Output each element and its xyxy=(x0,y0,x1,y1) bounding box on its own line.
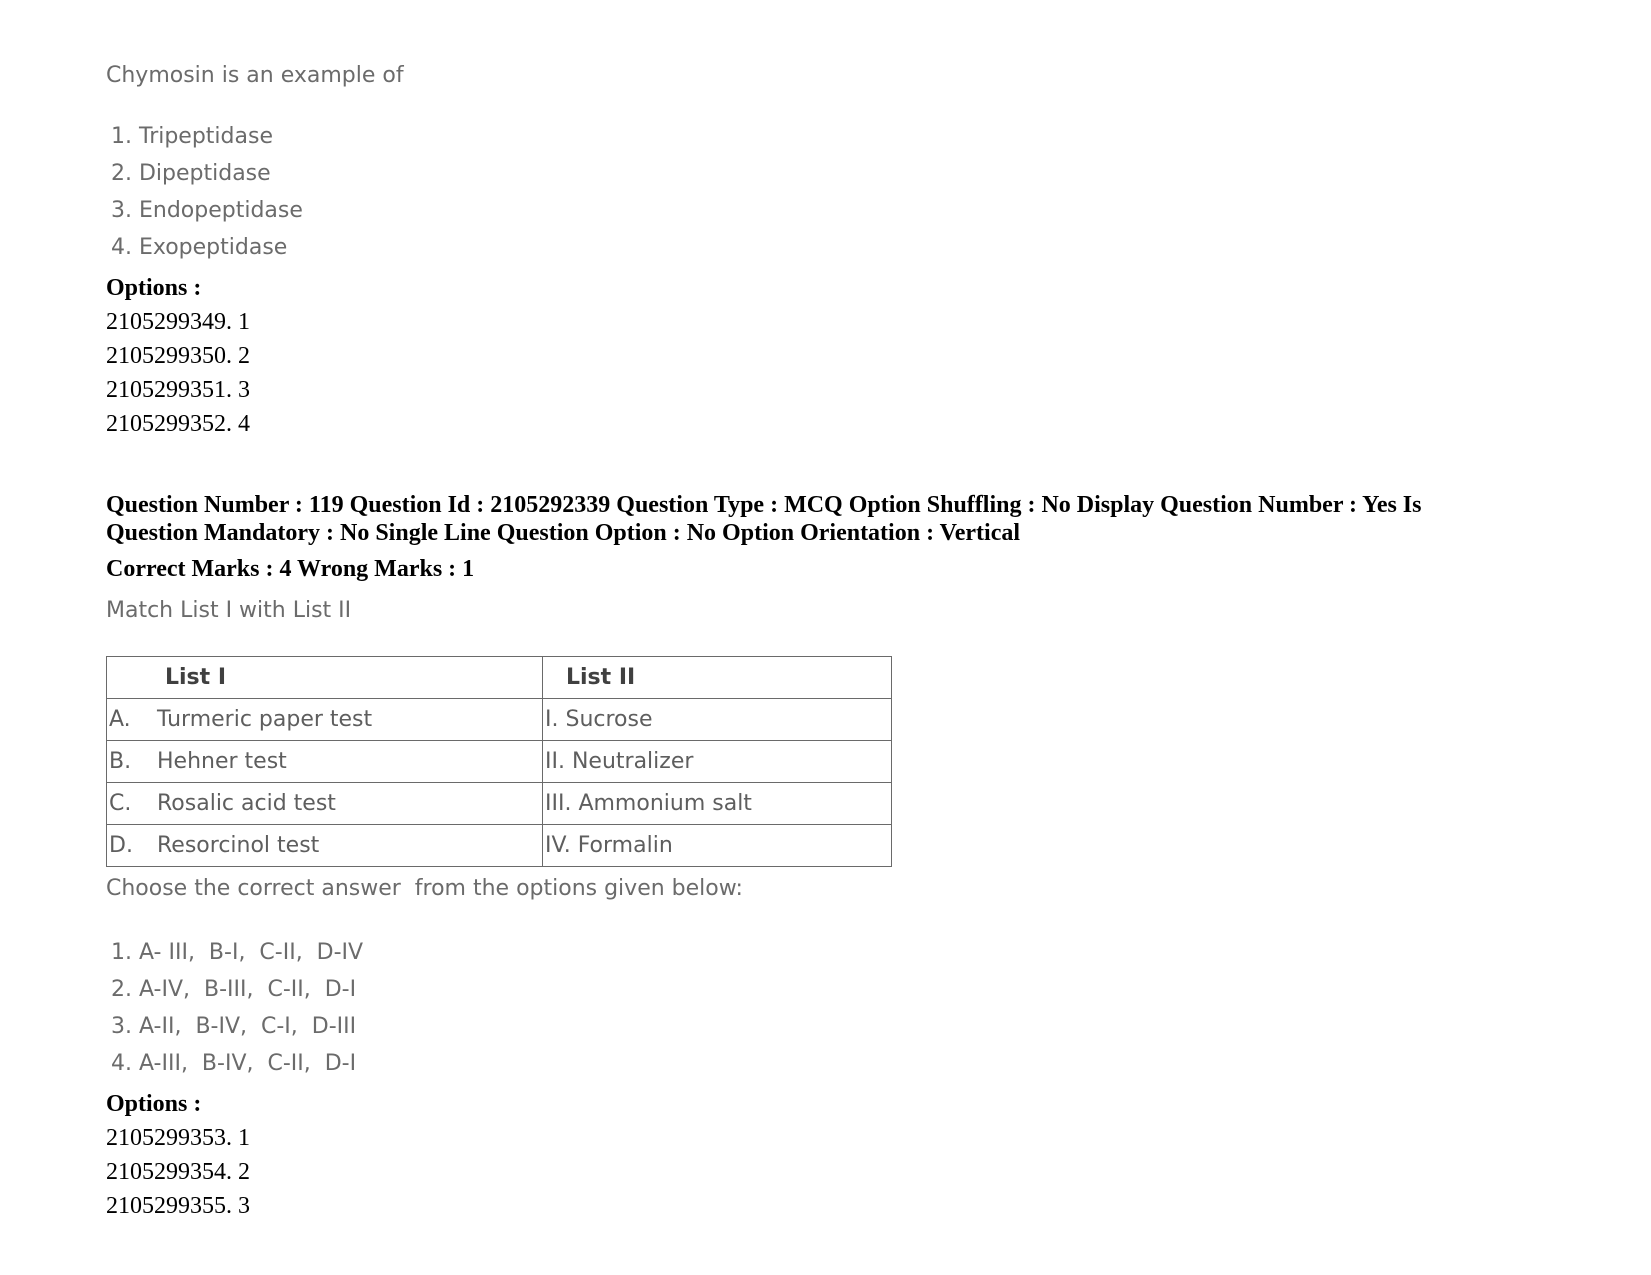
table-cell-match: III. Ammonium salt xyxy=(543,783,892,825)
q2-meta-line1: Question Number : 119 Question Id : 2105292339 Question Type : MCQ Option Shuffling : No Display Question Number : Yes Is xyxy=(106,492,1422,518)
q1-options-label: Options : xyxy=(106,275,202,301)
q1-option-4: 2105299352. 4 xyxy=(106,411,250,437)
q2-instruction: Choose the correct answer from the options given below: xyxy=(106,876,743,901)
table-cell-match: II. Neutralizer xyxy=(543,741,892,783)
q2-option-3: 2105299355. 3 xyxy=(106,1193,250,1219)
row-letter: A. xyxy=(109,707,131,732)
q1-choice-3: 3. Endopeptidase xyxy=(111,198,303,223)
table-cell-match: IV. Formalin xyxy=(543,825,892,867)
table-row xyxy=(107,783,892,825)
q1-choice-4: 4. Exopeptidase xyxy=(111,235,288,260)
table-row xyxy=(107,741,892,783)
table-header-row xyxy=(107,657,892,699)
table-row xyxy=(107,699,892,741)
q1-option-2: 2105299350. 2 xyxy=(106,343,250,369)
row-letter: B. xyxy=(109,749,132,774)
q1-option-1: 2105299349. 1 xyxy=(106,309,250,335)
row-item: Hehner test xyxy=(157,749,287,774)
q2-prompt: Match List I with List II xyxy=(106,598,352,623)
q1-choice-2: 2. Dipeptidase xyxy=(111,161,271,186)
table-row xyxy=(107,825,892,867)
row-item: Resorcinol test xyxy=(157,833,320,858)
match-table xyxy=(106,656,892,867)
table-cell-item xyxy=(107,699,543,741)
row-letter: C. xyxy=(109,791,132,816)
q2-option-1: 2105299353. 1 xyxy=(106,1125,250,1151)
table-cell-item xyxy=(107,783,543,825)
q2-options-label: Options : xyxy=(106,1091,202,1117)
q2-option-2: 2105299354. 2 xyxy=(106,1159,250,1185)
table-cell-item xyxy=(107,741,543,783)
table-cell-match: I. Sucrose xyxy=(543,699,892,741)
q2-choice-4: 4. A-III, B-IV, C-II, D-I xyxy=(111,1051,357,1076)
q1-option-3: 2105299351. 3 xyxy=(106,377,250,403)
table-cell-item xyxy=(107,825,543,867)
q2-choice-3: 3. A-II, B-IV, C-I, D-III xyxy=(111,1014,357,1039)
table-header-list-i: List I xyxy=(107,657,543,699)
q1-choice-1: 1. Tripeptidase xyxy=(111,124,273,149)
table-header-list-ii: List II xyxy=(543,657,892,699)
q2-choice-2: 2. A-IV, B-III, C-II, D-I xyxy=(111,977,357,1002)
q2-meta-line2: Question Mandatory : No Single Line Question Option : No Option Orientation : Vertical xyxy=(106,520,1021,546)
q2-choice-1: 1. A- III, B-I, C-II, D-IV xyxy=(111,940,364,965)
row-item: Turmeric paper test xyxy=(157,707,373,732)
row-letter: D. xyxy=(109,833,133,858)
row-item: Rosalic acid test xyxy=(157,791,336,816)
q1-prompt: Chymosin is an example of xyxy=(106,63,404,88)
q2-marks: Correct Marks : 4 Wrong Marks : 1 xyxy=(106,556,475,582)
